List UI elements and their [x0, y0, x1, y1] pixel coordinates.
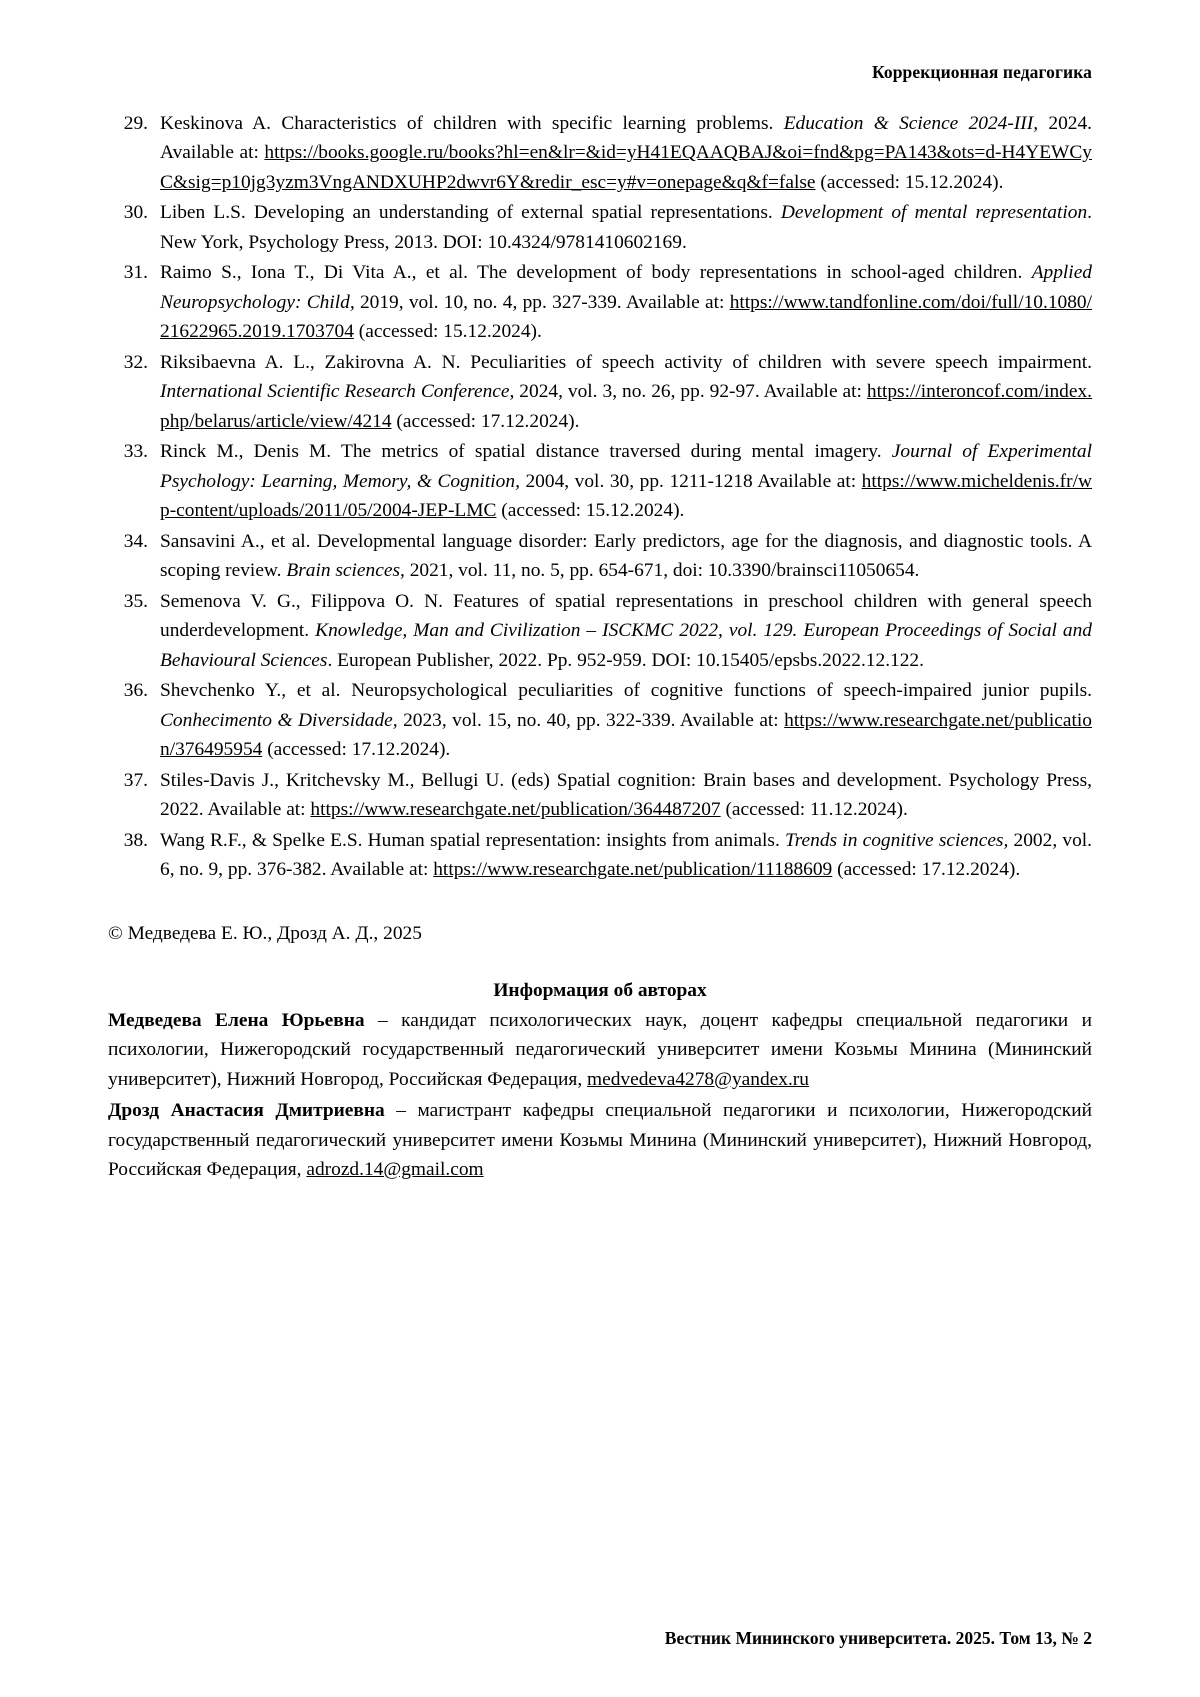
- reference-source-title: Applied Neuropsychology: Child,: [160, 262, 1092, 313]
- text-run: Keskinova A. Characteristics of children with specific learning problems.: [160, 113, 784, 134]
- text-run: (accessed: 15.12.2024).: [815, 171, 1004, 193]
- reference-number: 38.: [123, 829, 148, 851]
- reference-item: [108, 527, 1092, 586]
- text-run: (accessed: 17.12.2024).: [832, 859, 1021, 881]
- reference-item: [108, 826, 1092, 885]
- reference-item: [108, 766, 1092, 825]
- reference-item: [108, 258, 1092, 346]
- reference-link[interactable]: https://www.researchgate.net/publication/11188609: [433, 859, 833, 881]
- text-run: 2023, vol. 15, no. 40, pp. 322-339. Available at:: [397, 709, 785, 731]
- author-bio: [108, 1006, 1092, 1094]
- text-run: Wang R.F., & Spelke E.S. Human spatial representation: insights from animals.: [160, 829, 786, 851]
- reference-list: [108, 109, 1092, 885]
- author-name: Медведева Елена Юрьевна: [108, 1009, 365, 1031]
- reference-item: [108, 587, 1092, 675]
- text-run: 2021, vol. 11, no. 5, pp. 654-671, doi: 10.3390/brainsci11050654.: [404, 560, 920, 582]
- text-run: 2019, vol. 10, no. 4, pp. 327-339. Available at:: [354, 291, 730, 313]
- text-run: – кандидат психологических наук, доцент кафедры специальной педагогики и психологии, Нижегородский государственный педагогический университет имени Козьмы Минина (Мининский университет), Нижний Новгород, Российская Федерация,: [108, 1009, 1092, 1090]
- text-run: (accessed: 11.12.2024).: [720, 799, 908, 821]
- text-run: Sansavini A., et al. Developmental language disorder: Early predictors, age for the diagnosis, and diagnostic tools. A scoping review.: [160, 530, 1092, 582]
- text-run: Shevchenko Y., et al. Neuropsychological peculiarities of cognitive functions of speech-impaired junior pupils.: [160, 680, 1092, 702]
- text-run: (accessed: 17.12.2024).: [391, 410, 580, 432]
- reference-text: [160, 352, 1092, 432]
- reference-text: [160, 531, 1092, 581]
- text-run: 2024. Available at:: [160, 113, 1092, 164]
- reference-text: [160, 680, 1092, 760]
- reference-link[interactable]: https://www.tandfonline.com/doi/full/10.1080/21622965.2019.1703704: [160, 291, 1092, 343]
- reference-link[interactable]: adrozd.14@gmail.com: [306, 1159, 484, 1181]
- reference-item: [108, 437, 1092, 525]
- reference-link[interactable]: https://www.micheldenis.fr/wp-content/uploads/2011/05/2004-JEP-LMC: [160, 470, 1092, 522]
- text-run: Semenova V. G., Filippova O. N. Features of spatial representations in preschool children with general speech underdevelopment.: [160, 590, 1092, 642]
- reference-number: 33.: [123, 441, 148, 463]
- reference-text: [160, 770, 1092, 820]
- reference-source-title: Journal of Experimental Psychology: Learning, Memory, & Cognition,: [160, 441, 1093, 492]
- reference-source-title: Conhecimento & Diversidade,: [160, 709, 398, 731]
- text-run: Raimo S., Iona T., Di Vita A., et al. The development of body representations in school-aged children.: [160, 262, 1032, 284]
- reference-number: 32.: [123, 351, 148, 373]
- page-footer: Вестник Мининского университета. 2025. Том 13, № 2: [664, 1628, 1092, 1648]
- reference-source-title: Knowledge, Man and Civilization – ISCKMC 2022, vol. 129. European Proceedings of Social and Behavioural Sciences: [160, 620, 1092, 671]
- reference-source-title: Trends in cognitive sciences,: [785, 829, 1009, 851]
- reference-item: [108, 348, 1092, 436]
- text-run: . European Publisher, 2022. Pp. 952-959. DOI: 10.15405/epsbs.2022.12.122.: [327, 649, 924, 671]
- author-bio: [108, 1096, 1092, 1184]
- text-run: Liben L.S. Developing an understanding of external spatial representations.: [160, 202, 781, 224]
- reference-source-title: International Scientific Research Conference,: [160, 381, 515, 403]
- reference-link[interactable]: https://www.researchgate.net/publication/364487207: [310, 799, 721, 821]
- text-run: 2002, vol. 6, no. 9, pp. 376-382. Available at:: [160, 829, 1092, 881]
- reference-link[interactable]: https://books.google.ru/books?hl=en&lr=&id=yH41EQAAQBAJ&oi=fnd&pg=PA143&ots=d-H4YEWCyC&sig=p10jg3yzm3VngANDXUHP2dwvr6Y&redir_esc=y#v=onepage&q&f=false: [160, 142, 1092, 193]
- reference-link[interactable]: medvedeva4278@yandex.ru: [587, 1068, 809, 1090]
- reference-number: 34.: [123, 530, 148, 552]
- authors-list: [108, 1006, 1092, 1185]
- reference-text: [160, 262, 1092, 342]
- text-run: 2004, vol. 30, pp. 1211-1218 Available at:: [519, 470, 862, 492]
- reference-number: 31.: [123, 262, 148, 284]
- reference-text: [160, 113, 1092, 193]
- text-run: 2024, vol. 3, no. 26, pp. 92-97. Available at:: [514, 381, 867, 403]
- reference-item: [108, 109, 1092, 197]
- reference-link[interactable]: https://www.researchgate.net/publication/376495954: [160, 709, 1092, 761]
- reference-item: [108, 198, 1092, 257]
- reference-text: [160, 830, 1092, 880]
- reference-text: [160, 591, 1092, 671]
- text-run: . New York, Psychology Press, 2013. DOI: 10.4324/9781410602169.: [160, 202, 1092, 253]
- reference-link[interactable]: https://interoncof.com/index.php/belarus/article/view/4214: [160, 381, 1092, 432]
- running-head: Коррекционная педагогика: [871, 62, 1092, 82]
- text-run: Stiles-Davis J., Kritchevsky M., Bellugi U. (eds) Spatial cognition: Brain bases and development. Psychology Press, 2022. Available at:: [160, 769, 1092, 821]
- reference-number: 37.: [123, 769, 148, 791]
- text-run: – магистрант кафедры специальной педагогики и психологии, Нижегородский государственный педагогический университет имени Козьмы Минина (Мининский университет), Нижний Новгород, Российская Федерация,: [108, 1100, 1092, 1181]
- reference-number: 29.: [123, 113, 148, 134]
- authors-section-heading: Информация об авторах: [493, 979, 707, 1001]
- reference-source-title: Brain sciences,: [286, 560, 405, 582]
- copyright-line: © Медведева Е. Ю., Дрозд А. Д., 2025: [108, 922, 422, 944]
- reference-item: [108, 676, 1092, 764]
- reference-source-title: Development of mental representation: [780, 202, 1088, 224]
- reference-text: [160, 441, 1092, 521]
- reference-number: 30.: [123, 202, 148, 224]
- text-run: (accessed: 15.12.2024).: [353, 321, 542, 343]
- text-run: (accessed: 17.12.2024).: [262, 739, 451, 761]
- reference-text: [160, 202, 1092, 252]
- text-run: Rinck M., Denis M. The metrics of spatial distance traversed during mental imagery.: [160, 441, 892, 463]
- reference-number: 35.: [123, 590, 148, 612]
- author-name: Дрозд Анастасия Дмитриевна: [108, 1100, 385, 1122]
- reference-number: 36.: [123, 680, 148, 702]
- reference-source-title: Education & Science 2024-III,: [783, 113, 1039, 134]
- text-run: (accessed: 15.12.2024).: [496, 500, 685, 522]
- text-run: Riksibaevna A. L., Zakirovna A. N. Peculiarities of speech activity of children with severe speech impairment.: [160, 351, 1092, 373]
